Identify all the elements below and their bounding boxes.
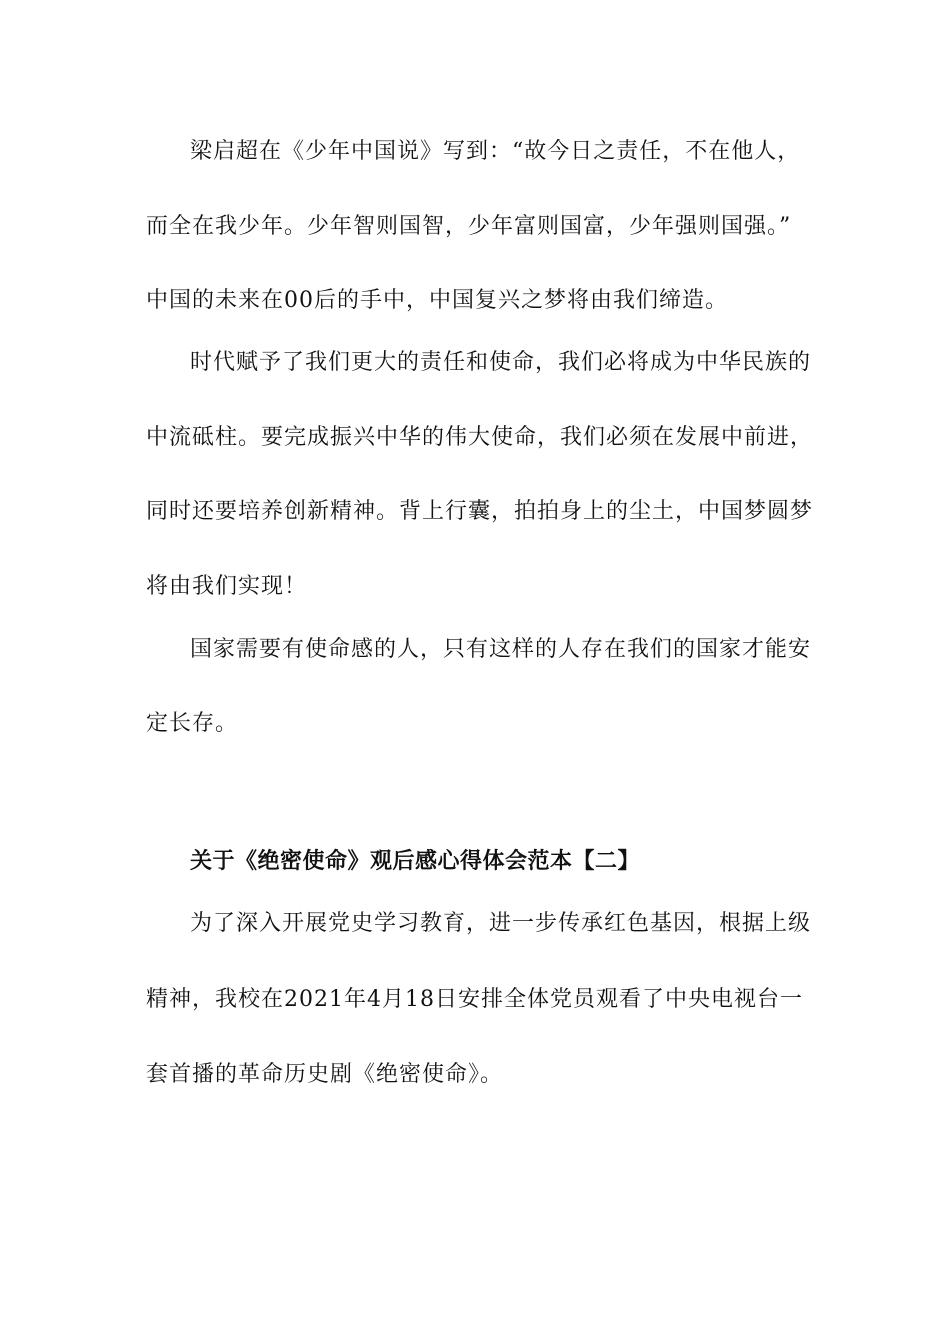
paragraph-line: 同时还要培养创新精神。背上行囊，拍拍身上的尘土，中国梦圆梦 — [146, 499, 814, 524]
section-heading: 关于《绝密使命》观后感心得体会范本【二】 — [190, 849, 641, 874]
paragraph-line: 将由我们实现！ — [146, 574, 308, 599]
paragraph-line: 时代赋予了我们更大的责任和使命，我们必将成为中华民族的 — [190, 350, 812, 375]
paragraph-line: 定长存。 — [146, 711, 239, 736]
paragraph-line: 套首播的革命历史剧《绝密使命》。 — [146, 1062, 504, 1087]
paragraph-line: 中流砥柱。要完成振兴中华的伟大使命，我们必须在发展中前进， — [146, 425, 814, 450]
paragraph-line: 梁启超在《少年中国说》写到：“故今日之责任，不在他人， — [190, 139, 801, 164]
paragraph-line: 精神，我校在2021年4月18日安排全体党员观看了中央电视台一 — [146, 987, 803, 1012]
paragraph-line: 而全在我少年。少年智则国智，少年富则国富，少年强则国强。” — [146, 214, 792, 239]
paragraph-line: 为了深入开展党史学习教育，进一步传承红色基因，根据上级 — [190, 911, 812, 936]
paragraph-line: 国家需要有使命感的人，只有这样的人存在我们的国家才能安 — [190, 637, 812, 662]
paragraph-line: 中国的未来在00后的手中，中国复兴之梦将由我们缔造。 — [146, 288, 728, 313]
